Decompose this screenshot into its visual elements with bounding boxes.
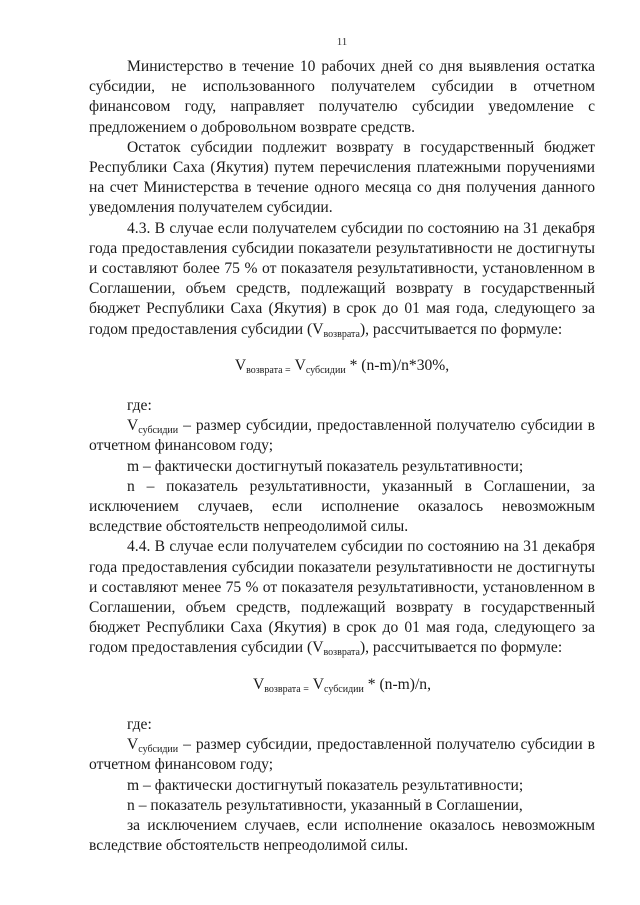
definition-v <box>89 416 595 456</box>
document-body <box>89 57 595 856</box>
section-4-4-text-after: ), рассчитывается по формуле: <box>359 639 563 657</box>
section-4-3-sub: возврата <box>323 328 360 340</box>
where-label: где: <box>127 715 152 733</box>
definition-symbol: V <box>127 736 139 754</box>
definition-symbol: V <box>127 417 139 435</box>
definition-sub: субсидии <box>138 744 179 756</box>
paragraph-return: Остаток субсидии подлежит возврату в государственный бюджет Республики Саха (Якутия) путем перечисления платежными поручениями на счет Министерства в течение одного месяца со дня получения данного уведомления получателем субсидии. <box>89 138 595 217</box>
formula-expression: * (n-m)/n, <box>367 675 431 693</box>
formula-sub: возврата = <box>246 364 291 376</box>
definition-n-continuation: за исключением случаев, если исполнение оказалось невозможным вследствие обстоятельств непреодолимой силы. <box>89 816 595 855</box>
formula-expression: * (n-m)/n*30%, <box>349 356 450 374</box>
definition-m: m – фактически достигнутый показатель результативности; <box>127 776 524 794</box>
definition-n: n – показатель результативности, указанный в Соглашении, за исключением случаев, если исполнение оказалось невозможным вследствие обстоятельств непреодолимой силы. <box>89 477 595 536</box>
definition-sub: субсидии <box>138 425 179 437</box>
formula-4-3 <box>89 356 595 376</box>
definition-m: m – фактически достигнутый показатель результативности; <box>127 457 524 475</box>
formula-symbol: V <box>312 675 325 693</box>
where-label: где: <box>127 397 152 415</box>
section-4-4-sub: возврата <box>323 647 360 659</box>
formula-symbol: V <box>253 675 265 693</box>
formula-symbol: V <box>234 356 247 374</box>
section-4-3-text: 4.3. В случае если получателем субсидии по состоянию на 31 декабря года предоставления субсидии показатели результативности не достигнуты и составляют более 75 % от показателя результативности, установленном в Соглашении, объем средств, подлежащий возврату в государственный бюджет Республики Саха (Якутия) в срок до 01 мая года, следующего за годом предоставления субсидии (V <box>89 219 595 338</box>
definition-v <box>89 735 595 775</box>
formula-sub: субсидии <box>305 364 346 376</box>
definition-n: n – показатель результативности, указанный в Соглашении, <box>127 796 523 814</box>
formula-symbol: V <box>294 356 306 374</box>
section-4-3-paragraph <box>89 219 595 340</box>
section-4-4-text: 4.4. В случае если получателем субсидии по состоянию на 31 декабря года предоставления субсидии показатели результативности не достигнуты и составляют менее 75 % от показателя результативности, установленном в Соглашении, объем средств, подлежащий возврату в государственный бюджет Республики Саха (Якутия) в срок до 01 мая года, следующего за годом предоставления субсидии (V <box>89 538 595 657</box>
formula-sub: возврата = <box>264 683 309 695</box>
section-4-3-text-after: ), рассчитывается по формуле: <box>359 320 563 338</box>
paragraph-notice: Министерство в течение 10 рабочих дней со дня выявления остатка субсидии, не использованного получателем субсидии в отчетном финансовом году, направляет получателю субсидии уведомление с предложением о добровольном возврате средств. <box>89 58 595 136</box>
definition-text: – размер субсидии, предоставленной получателю субсидии в отчетном финансовом году; <box>89 736 595 774</box>
definition-text: – размер субсидии, предоставленной получателю субсидии в отчетном финансовом году; <box>89 417 595 455</box>
formula-4-4 <box>89 675 595 695</box>
page-number: 11 <box>336 36 348 48</box>
section-4-4-paragraph <box>89 537 595 658</box>
formula-sub: субсидии <box>324 683 364 695</box>
